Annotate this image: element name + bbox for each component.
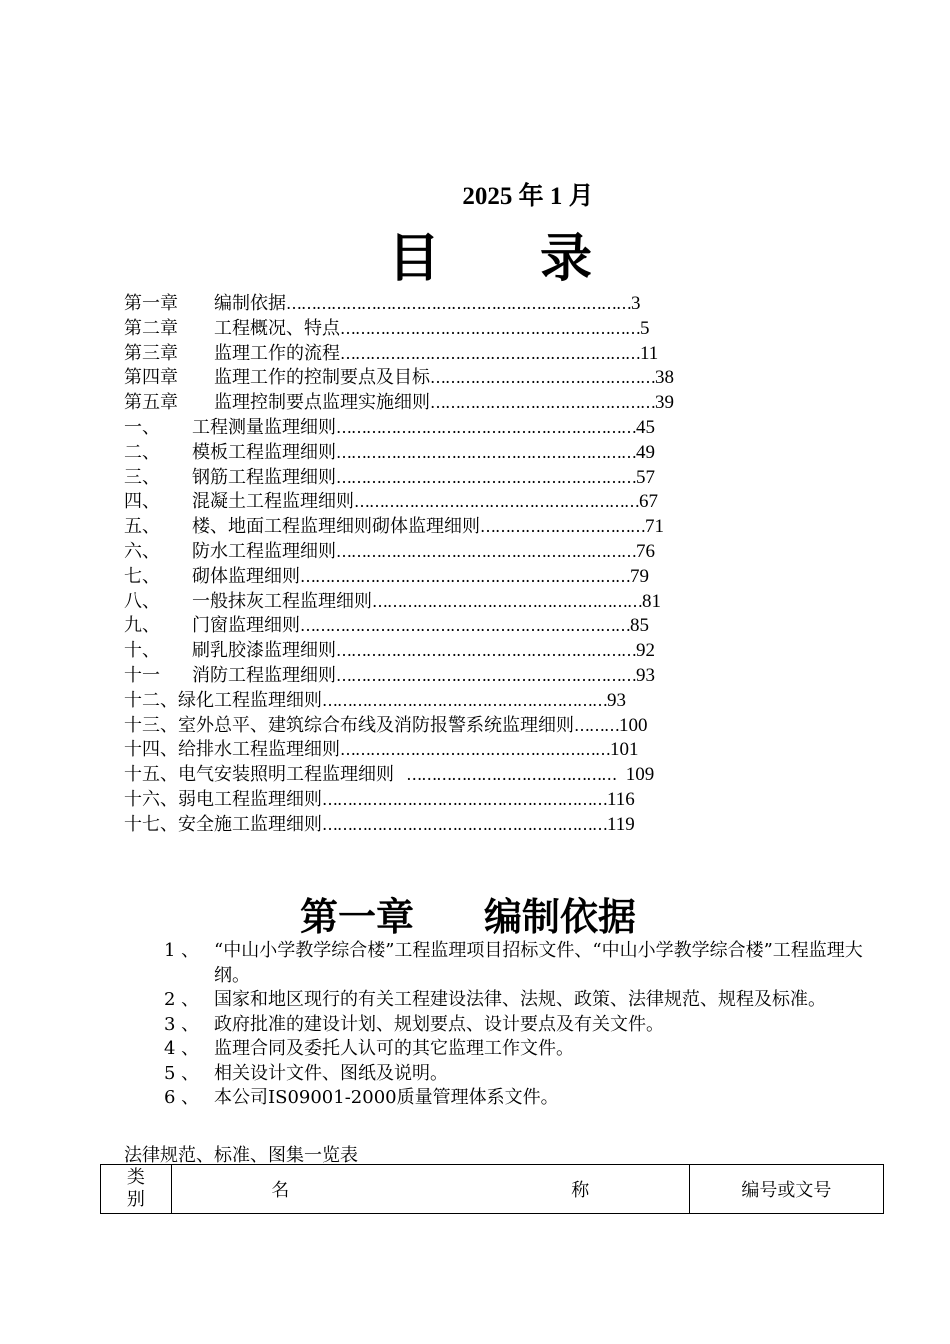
toc-entry-label: 第五章 — [124, 392, 178, 414]
toc-entry[interactable] — [124, 416, 824, 441]
toc-entry-label: 十、 — [124, 640, 160, 662]
toc-entry-title: 安全施工监理细则 — [178, 813, 322, 835]
toc-entry-leader: ………………………………………………………… — [300, 566, 630, 586]
basis-item-text: 政府批准的建设计划、规划要点、设计要点及有关文件。 — [214, 1013, 664, 1035]
header-category — [101, 1165, 172, 1214]
toc-entry[interactable] — [124, 763, 824, 788]
toc-entry-leader: …………………………………………………… — [336, 665, 636, 685]
basis-item-text: “中山小学教学综合楼”工程监理项目招标文件、“中山小学教学综合楼”工程监理大纲。 — [214, 940, 863, 986]
toc-entry[interactable] — [124, 391, 824, 416]
toc-entry-page: 5 — [640, 317, 650, 339]
basis-item-number: 2 、 — [164, 989, 200, 1010]
toc-entry-page: 85 — [630, 615, 649, 637]
toc-entry-leader: ………………………………………………………… — [300, 616, 630, 636]
toc-entry-title: 钢筋工程监理细则 — [192, 466, 336, 488]
toc-entry-label: 九、 — [124, 615, 160, 637]
document-date: 2025 年 1 月 — [462, 183, 594, 210]
toc-entry-title: 工程概况、特点 — [214, 317, 340, 339]
toc-entry-label: 十二、 — [124, 689, 178, 711]
header-category-label: 类别 — [126, 1167, 145, 1210]
toc-entry-page: 81 — [642, 590, 661, 612]
basis-item — [164, 1062, 864, 1087]
toc-entry-page: 79 — [630, 565, 649, 587]
toc-entry-title: 刷乳胶漆监理细则 — [192, 640, 336, 662]
toc-entry-page: 45 — [636, 416, 655, 438]
basis-item-number: 3 、 — [164, 1013, 200, 1035]
basis-item — [164, 1037, 864, 1062]
toc-entry-page: 93 — [636, 664, 655, 686]
basis-item — [164, 1086, 864, 1111]
toc-entry-page: 49 — [636, 441, 655, 463]
toc-entry-page: 109 — [616, 764, 655, 786]
toc-entry-title: 监理工作的控制要点及目标 — [214, 367, 430, 389]
toc-entry-label: 七、 — [124, 565, 160, 587]
toc-entry-page: 67 — [639, 491, 658, 513]
chapter-1-name: 编制依据 — [484, 895, 637, 939]
toc-entry-title: 室外总平、建筑综合布线及消防报警系统监理细则 — [178, 714, 574, 736]
toc-entry[interactable] — [124, 664, 824, 689]
basis-item-number: 5 、 — [164, 1062, 200, 1084]
toc-entry-leader: …………………………………………………… — [336, 417, 636, 437]
toc-entry[interactable] — [124, 614, 824, 639]
toc-entry-leader: ………………………………………………… — [322, 789, 607, 809]
toc-entry[interactable] — [124, 292, 824, 317]
toc-entry-leader: ……………………………………… — [430, 368, 655, 388]
chapter-1-title — [300, 886, 636, 941]
toc-entry[interactable] — [124, 466, 824, 491]
toc-entry-title: 编制依据 — [214, 293, 286, 314]
toc-entry-leader: ………………………………………………… — [354, 492, 639, 512]
toc-entry-page: 119 — [607, 813, 635, 835]
header-number: 编号或文号 — [689, 1165, 883, 1214]
toc-entry-title: 楼、地面工程监理细则砌体监理细则 — [192, 516, 480, 538]
toc-entry-label: 十七、 — [124, 813, 178, 835]
toc-entry-leader: …………………………………… — [394, 765, 617, 785]
basis-item — [164, 939, 864, 988]
header-name — [171, 1165, 689, 1214]
toc-entry-label: 一、 — [124, 416, 160, 438]
toc-entry-title: 砌体监理细则 — [192, 565, 300, 587]
law-standards-table — [100, 1164, 884, 1214]
toc-entry[interactable] — [124, 788, 824, 813]
toc-entry-page: 76 — [636, 540, 655, 562]
toc-entry-label: 第三章 — [124, 342, 178, 364]
header-name-part2: 称 — [571, 1180, 590, 1201]
toc-entry-leader: …………………………………………………… — [340, 343, 640, 363]
toc-entry-leader: ………………………………………………… — [322, 814, 607, 834]
toc-entry-page: 101 — [610, 739, 639, 761]
toc-entry[interactable] — [124, 342, 824, 367]
toc-title: 目录 — [387, 229, 692, 289]
toc-entry-leader: …………………………………………………………… — [286, 294, 631, 313]
toc-entry[interactable] — [124, 441, 824, 466]
toc-entry[interactable] — [124, 714, 824, 739]
table-header-row — [101, 1165, 884, 1214]
toc-entry-page: 116 — [607, 788, 635, 810]
toc-entry[interactable] — [124, 366, 824, 391]
header-name-part1: 名 — [271, 1180, 290, 1201]
toc-entry[interactable] — [124, 515, 824, 540]
toc-entry-title: 防水工程监理细则 — [192, 540, 336, 562]
toc-entry[interactable] — [124, 317, 824, 342]
table-of-contents — [124, 292, 824, 838]
basis-item — [164, 1013, 864, 1038]
toc-entry-leader: ……………………………………………… — [372, 591, 642, 611]
toc-entry-page: 39 — [655, 392, 674, 414]
toc-entry-title: 门窗监理细则 — [192, 615, 300, 637]
toc-entry-leader: ………………………………………………… — [322, 690, 607, 710]
toc-entry-title: 一般抹灰工程监理细则 — [192, 590, 372, 612]
toc-entry-leader: …………………………………………………… — [340, 318, 640, 338]
basis-item-number: 1 、 — [164, 940, 200, 961]
basis-item-text: 相关设计文件、图纸及说明。 — [214, 1062, 448, 1084]
toc-entry-title: 混凝土工程监理细则 — [192, 491, 354, 513]
table-caption: 法律规范、标准、图集一览表 — [124, 1145, 358, 1166]
toc-entry-title: 消防工程监理细则 — [192, 664, 336, 686]
toc-entry-leader: ……………………………………… — [430, 393, 655, 413]
toc-entry-title: 监理工作的流程 — [214, 342, 340, 364]
toc-entry-label: 四、 — [124, 491, 160, 513]
toc-entry-label: 五、 — [124, 516, 160, 538]
toc-entry-page: 71 — [645, 516, 664, 538]
toc-entry-label: 十三、 — [124, 714, 178, 736]
toc-entry[interactable] — [124, 540, 824, 565]
toc-entry-leader: …………………………… — [480, 517, 645, 537]
toc-entry[interactable] — [124, 639, 824, 664]
toc-entry-title: 弱电工程监理细则 — [178, 788, 322, 810]
toc-entry[interactable] — [124, 565, 824, 590]
toc-entry-title: 绿化工程监理细则 — [178, 689, 322, 711]
toc-entry-label: 八、 — [124, 590, 160, 612]
toc-entry-title: 模板工程监理细则 — [192, 441, 336, 463]
toc-entry[interactable] — [124, 738, 824, 763]
toc-entry-page: 92 — [636, 640, 655, 662]
toc-entry-page: 93 — [607, 689, 626, 711]
toc-entry-page: 100 — [619, 714, 648, 736]
toc-entry-label: 第一章 — [124, 293, 178, 314]
toc-entry-label: 十一 — [124, 664, 160, 686]
toc-entry-label: 六、 — [124, 540, 160, 562]
toc-entry-label: 三、 — [124, 466, 160, 488]
toc-entry-leader: …………………………………………………… — [336, 641, 636, 661]
toc-entry[interactable] — [124, 490, 824, 515]
toc-entry-leader: …………………………………………………… — [336, 442, 636, 462]
toc-entry-label: 十六、 — [124, 788, 178, 810]
toc-entry-label: 第二章 — [124, 317, 178, 339]
toc-entry[interactable] — [124, 689, 824, 714]
toc-entry-leader: …………………………………………………… — [336, 541, 636, 561]
basis-item-text: 监理合同及委托人认可的其它监理工作文件。 — [214, 1038, 574, 1059]
toc-entry-label: 二、 — [124, 441, 160, 463]
toc-entry-leader: ……………………………………………… — [340, 740, 610, 760]
basis-item-number: 6 、 — [164, 1087, 200, 1108]
toc-entry-page: 11 — [640, 342, 659, 364]
basis-list — [164, 939, 864, 1111]
toc-entry-label: 十五、 — [124, 764, 178, 786]
basis-item-text: 国家和地区现行的有关工程建设法律、法规、政策、法律规范、规程及标准。 — [214, 989, 826, 1010]
chapter-1-number: 第一章 — [300, 895, 415, 939]
toc-entry-title: 工程测量监理细则 — [192, 416, 336, 438]
toc-entry[interactable] — [124, 590, 824, 615]
basis-item — [164, 988, 864, 1013]
toc-entry[interactable] — [124, 813, 824, 838]
toc-entry-label: 第四章 — [124, 367, 178, 389]
toc-entry-title: 监理控制要点监理实施细则 — [214, 392, 430, 414]
toc-entry-page: 3 — [631, 293, 641, 314]
toc-entry-title: 给排水工程监理细则 — [178, 739, 340, 761]
toc-entry-page: 57 — [636, 466, 655, 488]
basis-item-text: 本公司IS09001-2000质量管理体系文件。 — [214, 1087, 559, 1108]
toc-entry-page: 38 — [655, 367, 674, 389]
toc-entry-title: 电气安装照明工程监理细则 — [178, 764, 394, 786]
basis-item-number: 4 、 — [164, 1038, 200, 1059]
toc-entry-label: 十四、 — [124, 739, 178, 761]
toc-entry-leader: ……… — [574, 715, 619, 735]
toc-entry-leader: …………………………………………………… — [336, 467, 636, 487]
